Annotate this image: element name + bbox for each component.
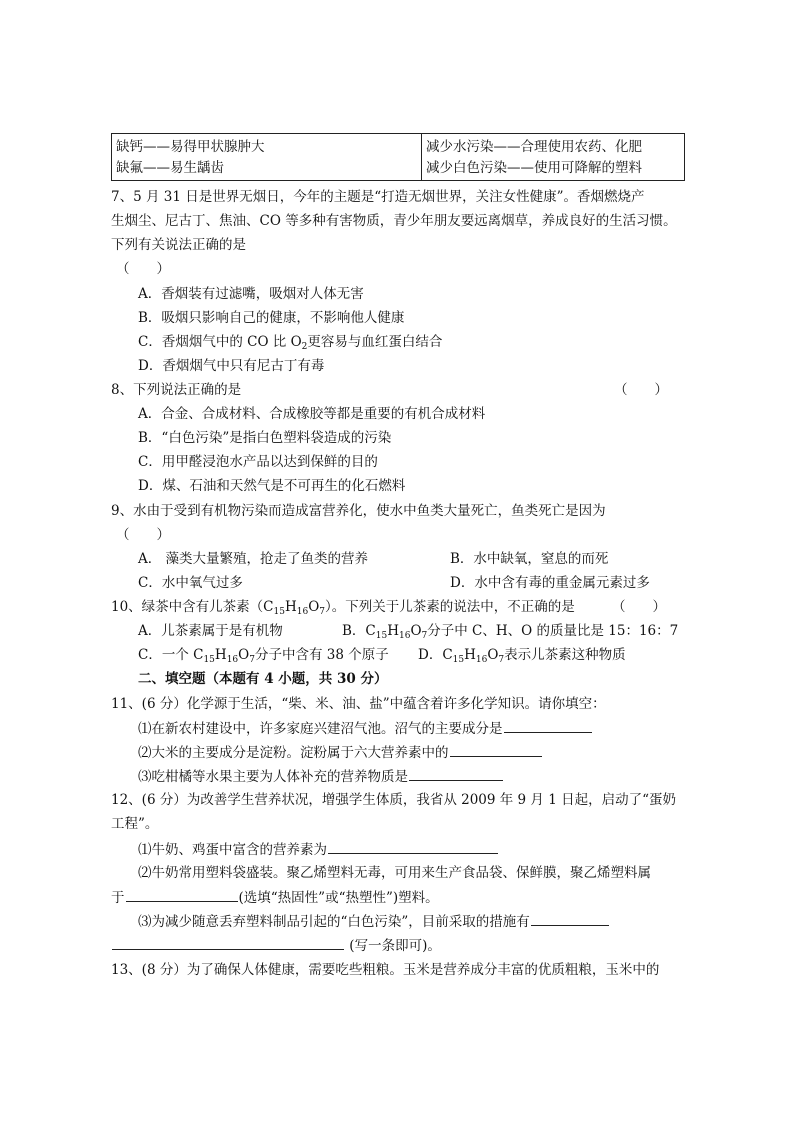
- q12-stem-line-1: 12、(6 分）为改善学生营养状况，增强学生体质，我省从 2009 年 9 月 1 日起，启动了“蛋奶: [111, 792, 677, 808]
- q7-stem-line-1: 7、5 月 31 日是世界无烟日，今年的主题是“打造无烟世界，关注女性健康”。香烟燃烧产: [111, 189, 645, 205]
- q9-option-d: D．水中含有毒的重金属元素过多: [450, 575, 650, 591]
- table-right-row-2: 减少白色污染——使用可降解的塑料: [426, 160, 642, 176]
- q9-option-b: B．水中缺氧，窒息的而死: [450, 551, 609, 567]
- q11-part-3: ⑶吃柑橘等水果主要为人体补充的营养物质是: [138, 766, 504, 787]
- q11-blank-3[interactable]: [409, 766, 503, 781]
- q12-stem-line-2: 工程”。: [111, 816, 159, 832]
- q9-stem: 9、水由于受到有机物污染而造成富营养化，使水中鱼类大量死亡，鱼类死亡是因为: [111, 503, 606, 519]
- q11-blank-2[interactable]: [450, 742, 542, 757]
- q13-stem: 13、(8 分）为了确保人体健康，需要吃些粗粮。玉米是营养成分丰富的优质粗粮，玉米中的: [111, 962, 660, 978]
- q11-part-1: ⑴在新农村建设中，许多家庭兴建沼气池。沼气的主要成分是: [138, 718, 593, 739]
- q7-answer-paren: （ ）: [116, 261, 170, 277]
- q10-option-b: B．$C_{15}H_{16}O_7$分子中 C、H、O 的质量比是 15：16：7: [342, 623, 679, 641]
- comparison-table: [111, 133, 685, 181]
- q8-stem: 8、下列说法正确的是: [111, 382, 242, 398]
- table-left-row-2: 缺氟——易生龋齿: [116, 160, 224, 176]
- table-right-cell: [422, 134, 684, 180]
- q7-option-a: A．香烟装有过滤嘴，吸烟对人体无害: [138, 286, 364, 302]
- table-right-row-1: 减少水污染——合理使用农药、化肥: [426, 139, 642, 155]
- q9-option-c: C．水中氧气过多: [138, 575, 243, 591]
- table-left-row-1: 缺钙——易得甲状腺肿大: [116, 139, 265, 155]
- q7-stem-line-3: 下列有关说法正确的是: [111, 237, 246, 253]
- q7-option-c: C．香烟烟气中的 CO 比 $O_2$更容易与血红蛋白结合: [138, 334, 443, 352]
- q10-option-c: C．一个 $C_{15}H_{16}O_7$分子中含有 38 个原子: [138, 647, 389, 665]
- q7-option-d: D．香烟烟气中只有尼古丁有毒: [138, 358, 325, 374]
- q8-answer-paren: （ ）: [614, 382, 668, 398]
- q7-option-b: B．吸烟只影响自己的健康，不影响他人健康: [138, 310, 405, 326]
- q8-option-c: C．用甲醛浸泡水产品以达到保鲜的目的: [138, 454, 378, 470]
- q8-option-b: B．“白色污染”是指白色塑料袋造成的污染: [138, 430, 392, 446]
- section-2-heading: 二、填空题（本题有 4 小题，共 30 分）: [138, 671, 388, 687]
- q10-answer-paren: （ ）: [612, 599, 666, 615]
- q10-option-a: A．儿茶素属于是有机物: [138, 623, 283, 639]
- q10-option-d: D．$C_{15}H_{16}O_7$表示儿茶素这种物质: [418, 647, 626, 665]
- q12-part-3-line-1: ⑶为减少随意丢弃塑料制品引起的“白色污染”，目前采取的措施有: [138, 911, 610, 932]
- q11-part-2: ⑵大米的主要成分是淀粉。淀粉属于六大营养素中的: [138, 742, 543, 763]
- q11-blank-1[interactable]: [504, 718, 592, 733]
- table-left-cell: [112, 134, 422, 180]
- q12-blank-2[interactable]: [126, 887, 238, 902]
- q8-option-a: A．合金、合成材料、合成橡胶等都是重要的有机合成材料: [138, 406, 486, 422]
- q12-blank-1[interactable]: [328, 839, 498, 854]
- q11-stem: 11、(6 分）化学源于生活，“柴、米、油、盐”中蕴含着许多化学知识。请你填空：: [111, 696, 606, 712]
- q7-stem-line-2: 生烟尘、尼古丁、焦油、CO 等多种有害物质，青少年朋友要远离烟草，养成良好的生活习惯。: [111, 213, 677, 229]
- q12-part-2-line-1: ⑵牛奶常用塑料袋盛装。聚乙烯塑料无毒，可用来生产食品袋、保鲜膜，聚乙烯塑料属: [138, 865, 651, 881]
- q8-option-d: D．煤、石油和天然气是不可再生的化石燃料: [138, 478, 406, 494]
- q9-answer-paren: （ ）: [116, 527, 170, 543]
- q10-stem: 10、绿茶中含有儿茶素$(C_{15}H_{16}O_7)$。下列关于儿茶素的说法中，不正确的是: [111, 599, 575, 617]
- q12-part-1: ⑴牛奶、鸡蛋中富含的营养素为: [138, 839, 499, 860]
- q12-part-2-line-2: 于 (选填“热固性”或“热塑性”)塑料。: [111, 887, 439, 908]
- q12-blank-3b[interactable]: [112, 935, 344, 950]
- q12-blank-3a[interactable]: [531, 911, 609, 926]
- q12-part-3-line-2: (写一条即可)。: [111, 935, 441, 956]
- q9-option-a: A． 藻类大量繁殖，抢走了鱼类的营养: [138, 551, 369, 567]
